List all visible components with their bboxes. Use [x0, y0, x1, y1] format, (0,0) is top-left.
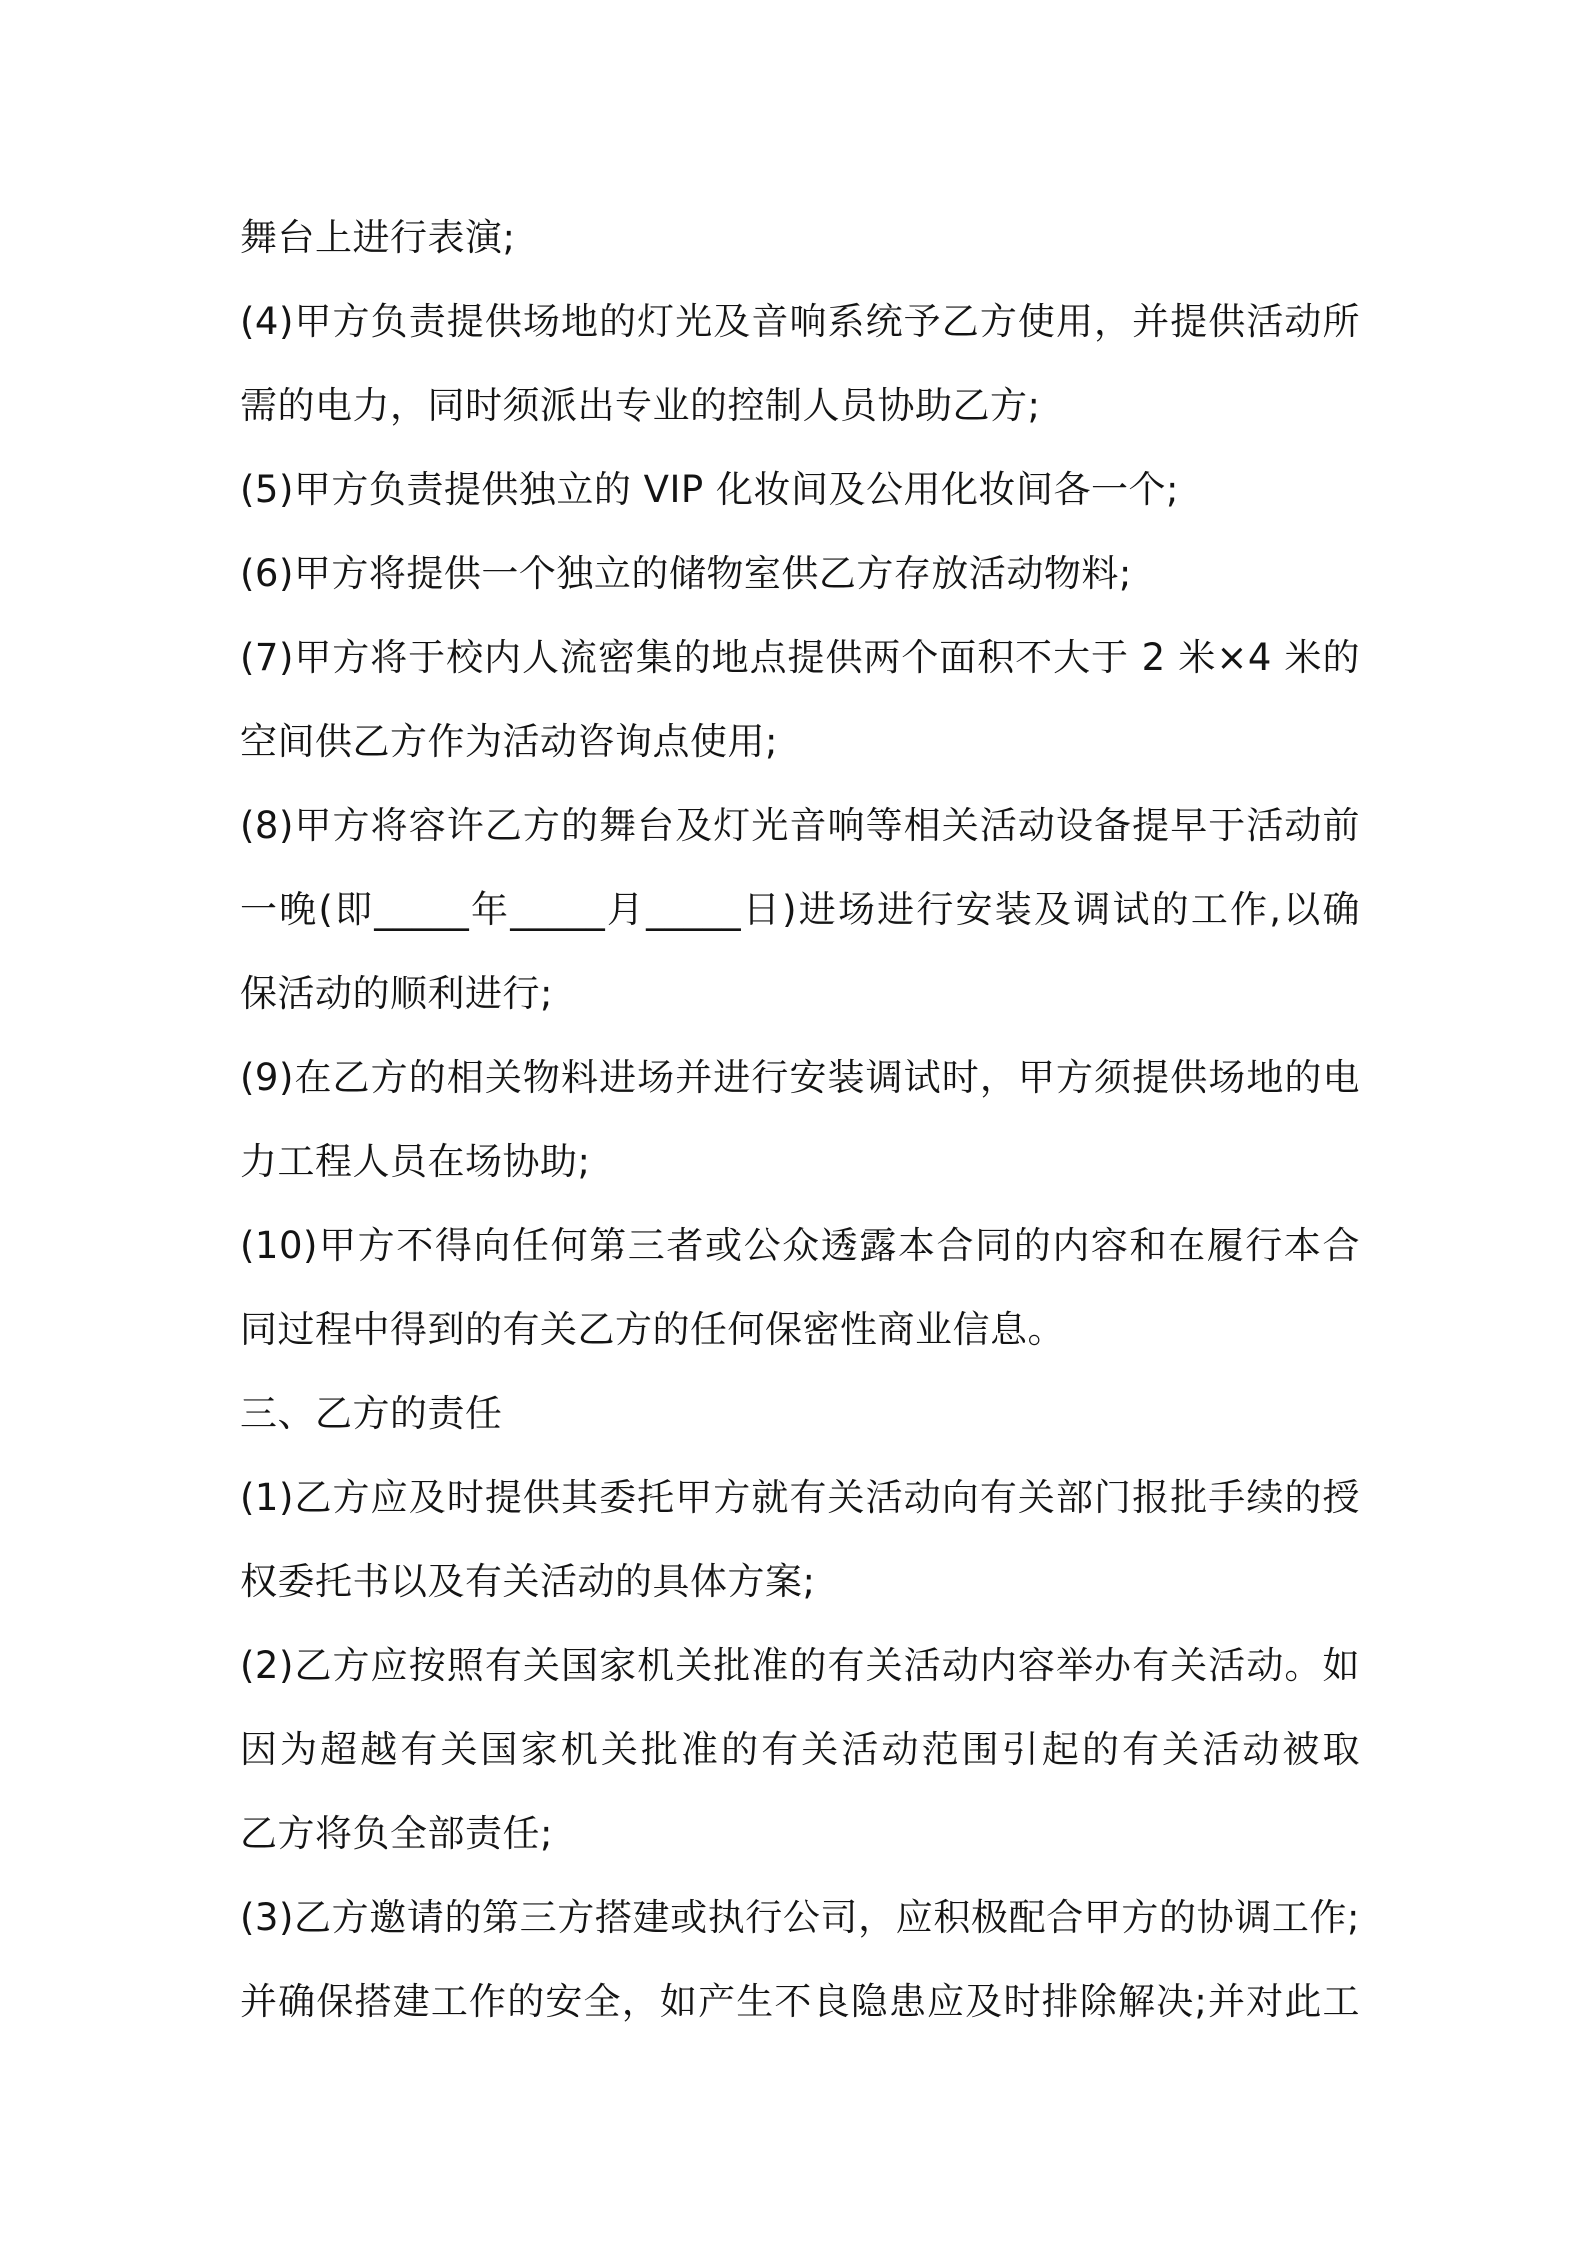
text-line: 权委托书以及有关活动的具体方案;: [240, 1560, 816, 1603]
contract-body: [240, 196, 1360, 2044]
text-line: 舞台上进行表演;: [240, 216, 516, 259]
text-line: (6)甲方将提供一个独立的储物室供乙方存放活动物料;: [240, 552, 1132, 595]
text-line: 同过程中得到的有关乙方的任何保密性商业信息。: [240, 1308, 1065, 1351]
text-line: 保活动的顺利进行;: [240, 972, 553, 1015]
text-line: (9)在乙方的相关物料进场并进行安装调试时，甲方须提供场地的电: [240, 1056, 1360, 1099]
text-line: 需的电力，同时须派出专业的控制人员协助乙方;: [240, 384, 1041, 427]
text-line: 空间供乙方作为活动咨询点使用;: [240, 720, 778, 763]
text-line: 三、乙方的责任: [240, 1392, 503, 1435]
text-line: (8)甲方将容许乙方的舞台及灯光音响等相关活动设备提早于活动前: [240, 804, 1360, 847]
text-line: (10)甲方不得向任何第三者或公众透露本合同的内容和在履行本合: [240, 1224, 1360, 1267]
text-line: (7)甲方将于校内人流密集的地点提供两个面积不大于 2 米×4 米的: [240, 636, 1360, 679]
text-line: (3)乙方邀请的第三方搭建或执行公司，应积极配合甲方的协调工作;: [240, 1896, 1360, 1939]
text-line: (5)甲方负责提供独立的 VIP 化妆间及公用化妆间各一个;: [240, 468, 1179, 511]
text-line: 因为超越有关国家机关批准的有关活动范围引起的有关活动被取: [240, 1728, 1360, 1771]
text-line: (1)乙方应及时提供其委托甲方就有关活动向有关部门报批手续的授: [240, 1476, 1360, 1519]
text-line: 一晚(即_____年_____月_____日)进场进行安装及调试的工作,以确: [240, 888, 1360, 931]
text-line: 并确保搭建工作的安全，如产生不良隐患应及时排除解决;并对此工: [240, 1980, 1360, 2023]
text-line: (2)乙方应按照有关国家机关批准的有关活动内容举办有关活动。如: [240, 1644, 1360, 1687]
text-line: (4)甲方负责提供场地的灯光及音响系统予乙方使用，并提供活动所: [240, 300, 1360, 343]
text-line: 乙方将负全部责任;: [240, 1812, 553, 1855]
text-line: 力工程人员在场协助;: [240, 1140, 591, 1183]
